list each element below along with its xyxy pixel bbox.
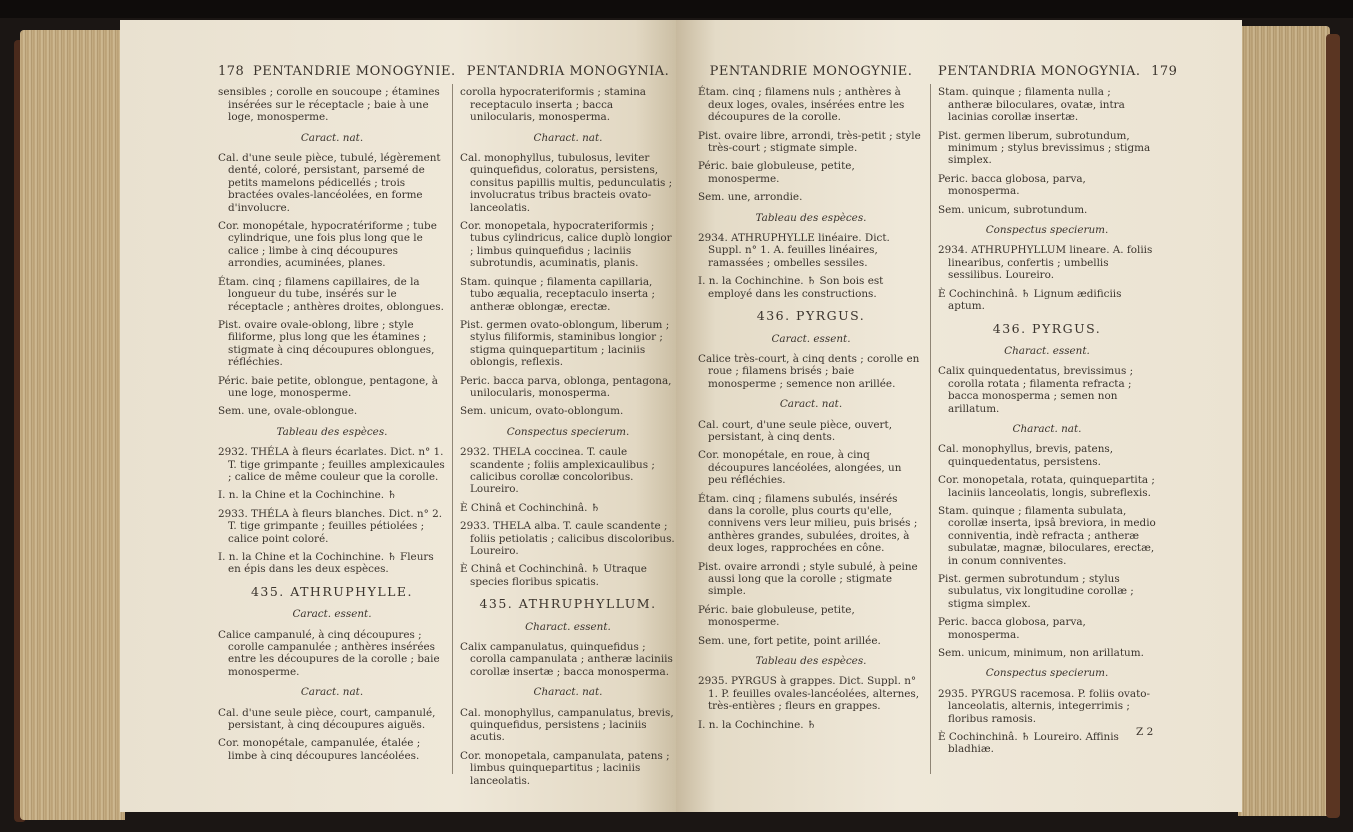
section-label: Charact. essent. [1004, 344, 1090, 357]
paragraph: sensibles ; corolle en soucoupe ; étamines insérées sur le réceptacle ; baie à une loge, monosperme. [218, 86, 440, 124]
paragraph: Peric. bacca parva, oblonga, pentagona, unilocularis, monosperma. [460, 374, 672, 399]
paragraph: Pist. ovaire libre, arrondi, très-petit ; style très-court ; stigmate simple. [698, 129, 921, 155]
column-divider [930, 84, 931, 774]
section-label: Charact. essent. [525, 620, 611, 633]
paragraph: Péric. baie globuleuse, petite, monosperme. [698, 603, 855, 629]
paragraph: Stam. quinque ; filamenta subulata, corollæ inserta, ipsâ breviora, in medio conniventia, indè refracta ; antheræ subulatæ, magnæ, biloculares, erectæ, in conum conniventes. [938, 504, 1156, 567]
left-page-french-column [218, 64, 456, 768]
left-page [120, 20, 680, 812]
background-frame [0, 0, 1353, 18]
page-number: 179 [1151, 64, 1178, 79]
paragraph: I. n. la Cochinchine. ♄ Son bois est employé dans les constructions. [698, 275, 884, 300]
paragraph: 2932. THÉLA à fleurs écarlates. Dict. n° 1. T. tige grimpante ; feuilles amplexicaules ; calice de même couleur que la corolle. [218, 446, 445, 483]
paragraph: 2933. THÉLA à fleurs blanches. Dict. n° 2. T. tige grimpante ; feuilles pétiolées ; calice point coloré. [218, 507, 443, 545]
paragraph: Stam. quinque ; filamenta nulla ; antheræ biloculares, ovatæ, intra lacinias corollæ insertæ. [938, 86, 1125, 124]
paragraph: Sem. unicum, minimum, non arillatum. [938, 647, 1144, 660]
paragraph: 2934. ATHRUPHYLLE linéaire. Dict. Suppl. n° 1. A. feuilles linéaires, ramassées ; ombelles sessiles. [698, 232, 890, 269]
paragraph: Pist. germen subrotundum ; stylus subulatus, vix longitudine corollæ ; stigma simplex. [938, 573, 1134, 610]
paragraph: È Cochinchinâ. ♄ Lignum ædificiis aptum. [938, 287, 1122, 313]
paragraph: Cor. monopétale, campanulée, étalée ; limbe à cinq découpures lancéolées. [218, 737, 421, 762]
section-label: Tableau des espèces. [755, 655, 867, 668]
column-text [698, 86, 924, 731]
paragraph: Péric. baie globuleuse, petite, monosperme. [698, 160, 855, 185]
paragraph: Étam. cinq ; filamens capillaires, de la longueur du tube, insérés sur le réceptacle ; anthères droites, oblongues. [218, 275, 444, 313]
paragraph: Peric. bacca globosa, parva, monosperma. [938, 616, 1086, 641]
paragraph: Cor. monopétale, hypocratériforme ; tube cylindrique, une fois plus long que le calice ; limbe à cinq découpures arrondies, acuminées, planes. [218, 220, 437, 270]
paragraph: I. n. la Chine et la Cochinchine. ♄ [218, 489, 397, 502]
paragraph: È Chinâ et Cochinchinâ. ♄ [460, 501, 601, 514]
paragraph: Sem. une, fort petite, point arillée. [698, 634, 881, 647]
paragraph: Étam. cinq ; filamens subulés, insérés dans la corolle, plus courts qu'elle, connivens vers leur milieu, puis brisés ; anthères grandes, subulées, droites, à deux loges, rapprochées en cône. [698, 492, 918, 555]
page-edges-left [20, 30, 125, 820]
paragraph: Pist. germen liberum, subrotundum, minimum ; stylus brevissimus ; stigma simplex. [938, 129, 1151, 167]
running-header [460, 66, 676, 78]
paragraph: I. n. la Chine et la Cochinchine. ♄ Fleurs en épis dans les deux espèces. [218, 551, 434, 576]
section-label: Charact. nat. [1012, 422, 1082, 435]
paragraph: Pist. ovaire ovale-oblong, libre ; style filiforme, plus long que les étamines ; stigmate à cinq découpures oblongues, réfléchies. [218, 318, 435, 369]
right-page-french-column [698, 66, 924, 737]
paragraph: Cal. d'une seule pièce, tubulé, légèrement denté, coloré, persistant, parsemé de petits mamelons pédicellés ; trois bractées ovales-lancéolées, en forme d'involucre. [218, 152, 441, 214]
section-label: Charact. nat. [533, 131, 603, 144]
section-label: Caract. nat. [779, 398, 843, 411]
section-label: Tableau des espèces. [276, 425, 388, 438]
running-header [218, 64, 456, 79]
paragraph: 2935. PYRGUS racemosa. P. foliis ovato-lanceolatis, alternis, integerrimis ; floribus ramosis. [938, 687, 1151, 725]
header-title: PENTANDRIE MONOGYNIE. [709, 64, 913, 79]
paragraph: Sem. une, ovale-oblongue. [218, 405, 358, 418]
paragraph: Cor. monopetala, hypocrateriformis ; tubus cylindricus, calice duplò longior ; limbus quinquefidus ; laciniis subrotundis, acuminatis, planis. [460, 220, 672, 270]
signature-mark: Z 2 [1136, 726, 1154, 738]
genus-heading: 436. PYRGUS. [992, 320, 1102, 336]
paragraph: Cal. monophyllus, brevis, patens, quinquedentatus, persistens. [938, 443, 1114, 468]
paragraph: Cal. d'une seule pièce, court, campanulé, persistant, à cinq découpures aiguës. [218, 706, 436, 732]
section-label: Charact. nat. [533, 686, 603, 699]
genus-heading: 435. ATHRUPHYLLUM. [479, 596, 657, 612]
header-title: PENTANDRIA MONOGYNIA. [466, 64, 670, 79]
paragraph: Calice très-court, à cinq dents ; corolle en roue ; filamens brisés ; baie monosperme ; semence non arillée. [698, 352, 920, 390]
column-text [938, 86, 1156, 755]
paragraph: Peric. bacca globosa, parva, monosperma. [938, 172, 1086, 198]
column-divider [452, 84, 453, 774]
paragraph: Sem. une, arrondie. [698, 191, 803, 204]
section-label: Conspectus specierum. [506, 425, 630, 438]
page-edges-right [1238, 26, 1330, 816]
section-label: Tableau des espèces. [755, 211, 867, 224]
section-label: Conspectus specierum. [985, 667, 1109, 680]
paragraph: Cal. court, d'une seule pièce, ouvert, persistant, à cinq dents. [698, 418, 892, 443]
paragraph: Pist. ovaire arrondi ; style subulé, à peine aussi long que la corolle ; stigmate simple. [698, 560, 918, 598]
paragraph: È Cochinchinâ. ♄ Loureiro. Affinis bladhiæ. [938, 731, 1119, 756]
section-label: Caract. nat. [300, 686, 364, 699]
paragraph: Calix quinquedentatus, brevissimus ; corolla rotata ; filamenta refracta ; bacca monosperma ; semen non arillatum. [938, 365, 1134, 415]
paragraph: È Chinâ et Cochinchinâ. ♄ Utraque species floribus spicatis. [460, 563, 647, 588]
running-header [698, 66, 924, 78]
section-label: Conspectus specierum. [985, 224, 1109, 237]
paragraph: Cal. monophyllus, campanulatus, brevis, quinquefidus, persistens ; laciniis acutis. [460, 706, 674, 744]
section-label: Caract. essent. [292, 608, 372, 621]
genus-heading: 436. PYRGUS. [756, 308, 866, 324]
section-label: Caract. essent. [771, 332, 851, 345]
paragraph: Étam. cinq ; filamens nuls ; anthères à deux loges, ovales, insérées entre les découpures de la corolle. [698, 86, 905, 124]
paragraph: Sem. unicum, ovato-oblongum. [460, 405, 624, 418]
section-label: Caract. nat. [300, 131, 364, 144]
paragraph: Pist. germen ovato-oblongum, liberum ; stylus filiformis, staminibus longior ; stigma quinquepartitum ; laciniis oblongis, reflexis. [460, 318, 670, 369]
paragraph: Péric. baie petite, oblongue, pentagone, à une loge, monosperme. [218, 374, 438, 399]
paragraph: 2933. THELA alba. T. caule scandente ; foliis petiolatis ; calicibus discoloribus. Loureiro. [460, 520, 675, 557]
paragraph: Sem. unicum, subrotundum. [938, 203, 1088, 216]
paragraph: I. n. la Cochinchine. ♄ [698, 718, 817, 731]
paragraph: 2932. THELA coccinea. T. caule scandente ; foliis amplexicaulibus ; calicibus corollæ concoloribus. Loureiro. [460, 446, 655, 496]
column-text [460, 86, 676, 787]
paragraph: 2935. PYRGUS à grappes. Dict. Suppl. n° 1. P. feuilles ovales-lancéolées, alternes, très-entières ; fleurs en grappes. [698, 675, 920, 713]
paragraph: Calice campanulé, à cinq découpures ; corolle campanulée ; anthères insérées entre les découpures de la corolle ; baie monosperme. [218, 628, 440, 678]
paragraph: 2934. ATHRUPHYLLUM lineare. A. foliis linearibus, confertis ; umbellis sessilibus. Loureiro. [938, 244, 1153, 282]
paragraph: Stam. quinque ; filamenta capillaria, tubo æqualia, receptaculo inserta ; antheræ oblongæ, erectæ. [460, 275, 655, 313]
right-page [676, 20, 1242, 812]
left-page-latin-column [460, 66, 676, 793]
right-page-latin-column [938, 64, 1178, 762]
paragraph: Cal. monophyllus, tubulosus, leviter quinquefidus, coloratus, persistens, consitus papillis multis, pedunculatis ; involucratus tribus bracteis ovato-lanceolatis. [460, 152, 673, 214]
paragraph: Calix campanulatus, quinquefidus ; corolla campanulata ; antheræ laciniis corollæ insertæ ; bacca monosperma. [460, 641, 673, 678]
genus-heading: 435. ATHRUPHYLLE. [250, 583, 414, 599]
column-text [218, 86, 446, 762]
header-title: PENTANDRIE MONOGYNIE. [252, 64, 456, 79]
paragraph: Cor. monopetala, campanulata, patens ; limbus quinquepartitus ; laciniis lanceolatis. [460, 749, 670, 787]
paragraph: Cor. monopétale, en roue, à cinq découpures lancéolées, alongées, un peu réfléchies. [698, 449, 902, 487]
page-number: 178 [218, 64, 245, 79]
running-header [938, 64, 1178, 79]
book-cover-right [1326, 34, 1340, 818]
paragraph: corolla hypocrateriformis ; stamina receptaculo inserta ; bacca unilocularis, monosperma. [460, 86, 646, 124]
paragraph: Cor. monopetala, rotata, quinquepartita ; laciniis lanceolatis, longis, subreflexis. [938, 474, 1155, 499]
header-title: PENTANDRIA MONOGYNIA. [938, 64, 1141, 79]
